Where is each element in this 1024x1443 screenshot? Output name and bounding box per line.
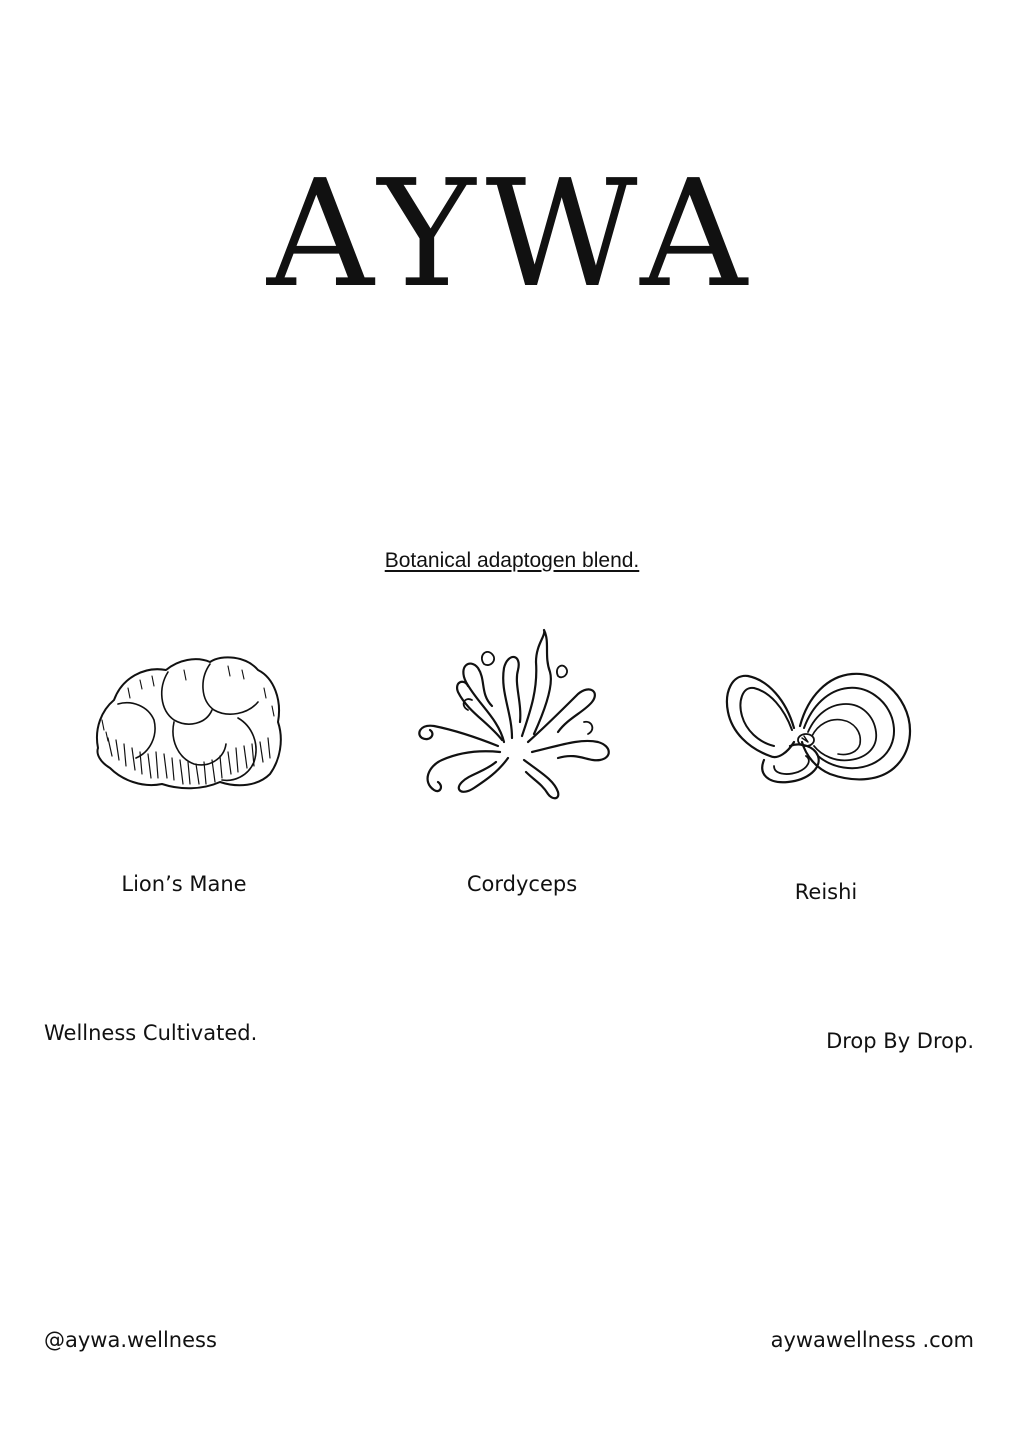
ingredient-label-lions-mane: Lion’s Mane [121,872,247,896]
ingredient-label-cordyceps: Cordyceps [466,872,578,896]
tagline: Botanical adaptogen blend. [384,549,640,572]
ingredient-label-reishi: Reishi [794,880,858,904]
cordyceps-mushroom-icon [408,622,620,802]
slogan-wellness-cultivated: Wellness Cultivated. [44,1021,258,1045]
slogan-drop-by-drop: Drop By Drop. [826,1029,974,1053]
brand-logo: AYWA [266,148,758,320]
reishi-mushroom-icon [718,656,922,788]
lions-mane-mushroom-icon [88,648,288,796]
social-handle-link[interactable]: @aywa.wellness [44,1328,217,1352]
website-link[interactable]: aywawellness .com [770,1328,974,1352]
